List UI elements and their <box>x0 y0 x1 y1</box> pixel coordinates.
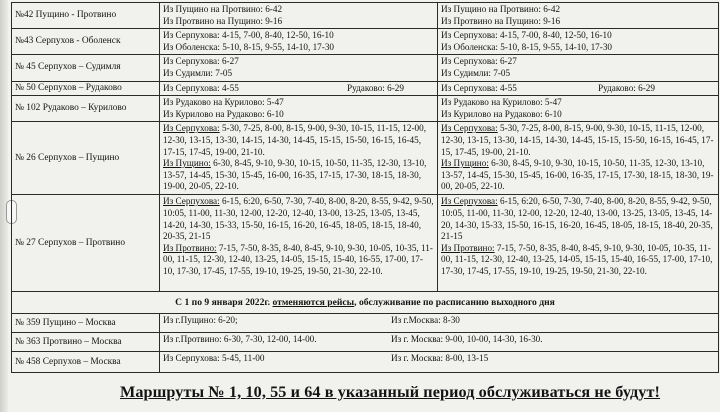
holiday-times: Из Пущино на Протвино: 6-42 Из Протвино на Пущино: 9-16 <box>438 3 719 29</box>
table-row <box>12 3 719 29</box>
times-list: 6-15, 6:20, 6-50, 7-30, 7-40, 8-00, 8-20, 8-55, 9-42, 9-50, 10:05, 11-00, 11-30, 12-00, 12-20, 12-40, 13-00, 13-25, 13-05, 13-45, 14-20, 14-30, 15-33, 15-50, 16-15, 16-20, 16-45, 18-05, 18-15, 18-40, 20-35, 21-15 <box>163 196 434 242</box>
weekday-times: Из Серпухова: 4-15, 7-00, 8-40, 12-50, 16-10 Из Оболенска: 5-10, 8-15, 9-55, 14-10, 17-30 <box>160 29 438 55</box>
weekday-times: Из Рудаково на Курилово: 5-47 Из Курилово на Рудаково: 6-10 <box>160 96 438 122</box>
direction-label: Из Протвино: <box>163 242 217 253</box>
holiday-times <box>438 195 719 292</box>
times-part: Рудаково: 6-29 <box>346 82 404 93</box>
notice-suffix: , обслуживание по расписанию выходного дня <box>354 297 555 309</box>
times-list: 5-30, 7-25, 8-00, 8-15, 9-00, 9-30, 10-15, 11-15, 12-00, 12-30, 13-15, 13-30, 14-15, 14-30, 14-45, 15-15, 15-50, 16-15, 16-45, 17-15, 17-45, 19-00, 21-10. <box>163 123 427 157</box>
moscow-times <box>160 352 719 373</box>
weekday-times: Из Пущино на Протвино: 6-42 Из Протвино на Пущино: 9-16 <box>160 3 438 29</box>
holiday-times: Из Рудаково на Курилово: 5-47 Из Курилово на Рудаково: 6-10 <box>438 96 719 122</box>
route-name: № 27 Серпухов – Протвино <box>12 195 160 292</box>
times-part: Из Серпухова: 4-55 <box>163 82 239 93</box>
outbound-times: Из г.Протвино: 6-30, 7-30, 12-00, 14-00. <box>163 334 317 345</box>
direction-label: Из Протвино: <box>441 242 495 253</box>
moscow-times <box>160 314 719 333</box>
schedule-table <box>11 2 719 373</box>
table-row <box>12 81 719 96</box>
moscow-times <box>160 333 719 352</box>
table-row <box>12 333 719 352</box>
route-name: № 102 Рудаково – Курилово <box>12 96 160 122</box>
route-name: № 45 Серпухов – Судимля <box>12 55 160 81</box>
times-list: 6-30, 8-45, 9-10, 9-30, 10-15, 10-50, 11-35, 12-30, 13-10, 13-57, 14-45, 15-30, 15-45, 16-00, 16-35, 17-15, 17-30, 18-15, 18-30, 19-00, 20-05, 22-10. <box>441 158 714 192</box>
times-list: 7-15, 7-50, 8-35, 8-40, 8-45, 9-10, 9-30, 10-05, 10-35, 11-00, 11-15, 12-30, 12-40, 13-25, 14-05, 15-15, 15-40, 16-55, 17-00, 17-10, 17-30, 17-45, 17-55, 19-10, 19-25, 19-50, 21-30, 22-10. <box>441 242 713 276</box>
outbound-times: Из г.Пущино: 6-20; <box>163 315 238 326</box>
table-row <box>12 29 719 55</box>
route-name: № 26 Серпухов – Пущино <box>12 122 160 195</box>
direction-label: Из Серпухова: <box>441 123 498 134</box>
times-part: Из Серпухова: 4-55 <box>441 82 517 93</box>
return-times: Из г. Москва: 8-00, 13-15 <box>391 353 489 364</box>
weekday-times <box>160 122 438 195</box>
table-row <box>12 314 719 333</box>
weekday-times: Из Серпухова: 6-27 Из Судимли: 7-05 <box>160 55 438 81</box>
route-name: №42 Пущино - Протвино <box>12 3 160 29</box>
weekday-times <box>160 81 438 96</box>
direction-label: Из Серпухова: <box>163 123 220 134</box>
return-times: Из г.Москва: 8-30 <box>391 315 460 326</box>
direction-label: Из Пущино: <box>441 158 489 169</box>
table-row <box>12 352 719 373</box>
direction-label: Из Серпухова: <box>163 196 220 207</box>
route-name: № 363 Протвино – Москва <box>12 333 160 352</box>
holiday-times: Из Серпухова: 6-27 Из Судимли: 7-05 <box>438 55 719 81</box>
route-name: № 359 Пущино – Москва <box>12 314 160 333</box>
times-part: Рудаково: 6-29 <box>597 82 655 93</box>
table-row <box>12 55 719 81</box>
outbound-times: Из Серпухова: 5-45, 11-00 <box>163 353 265 364</box>
direction-label: Из Пущино: <box>163 158 211 169</box>
times-list: 5-30, 7-25, 8-00, 8-15, 9-00, 9-30, 10-15, 11-15, 12-00, 12-30, 13-15, 13-30, 14-15, 14-30, 14-45, 15-15, 15-50, 16-15, 16-45, 17-15, 17-45, 19-00, 21-10. <box>441 123 714 157</box>
times-list: 6-30, 8-45, 9-10, 9-30, 10-15, 10-50, 11-35, 12-30, 13-10, 13-57, 14-45, 15-30, 15-45, 16-00, 16-35, 17-15, 17-30, 18-15, 18-30, 19-00, 20-05, 22-10. <box>163 158 427 192</box>
table-row <box>12 122 719 195</box>
times-list: 7-15, 7-50, 8-35, 8-40, 8-45, 9-10, 9-30, 10-05, 10-35, 11-00, 11-15, 12-30, 12-40, 13-25, 14-05, 15-15, 15-40, 16-55, 17-00, 17-10, 17-30, 17-45, 17-55, 19-10, 19-25, 19-50, 21-30, 22-10. <box>163 242 433 276</box>
route-name: №43 Серпухов - Оболенск <box>12 29 160 55</box>
cancelled-routes-banner: Маршруты № 1, 10, 55 и 64 в указанный период обслуживаться не будут! <box>119 383 661 401</box>
direction-label: Из Серпухова: <box>441 196 498 207</box>
route-name: № 50 Серпухов – Рудаково <box>12 81 160 96</box>
times-list: 6-15, 6:20, 6-50, 7-30, 7-40, 8-00, 8-20, 8-55, 9-42, 9-50, 10:05, 11-00, 11-30, 12-00, 12-20, 12-40, 13-00, 13-25, 13-05, 13-45, 14-20, 14-30, 15-33, 15-50, 16-15, 16-20, 16-45, 18-05, 18-15, 18-40, 20-35, 21-15 <box>441 196 713 242</box>
holiday-times <box>438 81 719 96</box>
table-row <box>12 96 719 122</box>
notice-cancelled: отменяются рейсы <box>272 297 355 309</box>
table-row <box>12 195 719 292</box>
return-times: Из г. Москва: 9-00, 10-00, 14-30, 16-30. <box>391 334 543 345</box>
notice-prefix: С 1 по 9 января 2022г. <box>175 297 271 309</box>
holiday-times: Из Серпухова: 4-15, 7-00, 8-40, 12-50, 16-10 Из Оболенска: 5-10, 8-15, 9-55, 14-10, 17-30 <box>438 29 719 55</box>
route-name: № 458 Серпухов – Москва <box>12 352 160 373</box>
holiday-times <box>438 122 719 195</box>
weekday-times <box>160 195 438 292</box>
holiday-notice <box>12 292 719 314</box>
notice-row <box>12 292 719 314</box>
